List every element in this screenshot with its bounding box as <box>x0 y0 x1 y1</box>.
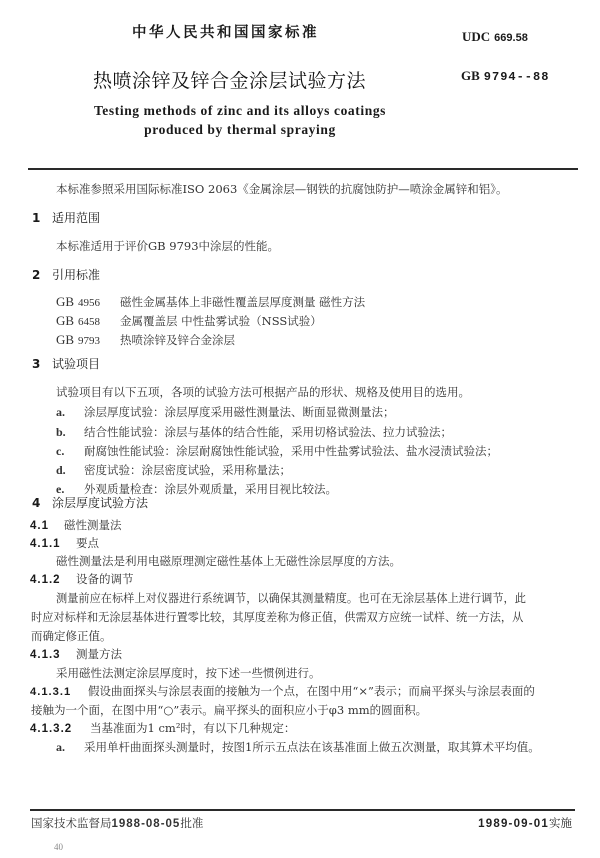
section-number: 1 <box>32 211 41 225</box>
section-number: 4 <box>32 496 41 510</box>
section-title: 引用标准 <box>52 268 101 282</box>
subsection-4-1-1-heading: 4.1.1 要点 <box>30 536 99 550</box>
reference-item: GB 4956 磁性金属基体上非磁性覆盖层厚度测量 磁性方法 <box>56 294 366 309</box>
test-item: b. 结合性能试验：涂层与基体的结合性能，采用切格试验法、拉力试验法； <box>56 425 452 439</box>
udc-code <box>462 29 528 45</box>
subsection-4-1-2-line1: 测量前应在标样上对仪器进行系统调节，以确保其测量精度。也可在无涂层基体上进行调节，此 <box>56 592 526 605</box>
document-title-english-line1: Testing methods of zinc and its alloys coatings <box>93 103 387 118</box>
gb-number: 9794--88 <box>483 70 550 84</box>
preface: 本标准参照采用国际标准ISO 2063《金属涂层—钢铁的抗腐蚀防护—喷涂金属锌和铝》。 <box>56 182 508 196</box>
section-3-heading <box>32 355 100 372</box>
subsection-4-1-heading: 4.1 磁性测量法 <box>30 518 122 532</box>
page-number: 40 <box>54 842 63 852</box>
subsection-4-1-2-line2: 时应对标样和无涂层基体进行置零比较，其厚度差称为修正值，供需双方应统一试样、统一方法，从 <box>31 611 524 624</box>
subsection-4-1-2-heading: 4.1.2 设备的调节 <box>30 572 134 586</box>
subsection-4-1-3-2: 4.1.3.2 当基准面为1 cm²时，有以下几种规定： <box>30 721 296 735</box>
document-title-chinese: 热喷涂锌及锌合金涂层试验方法 <box>93 70 367 92</box>
subsection-4-1-3-1-line1: 4.1.3.1 假设曲面探头与涂层表面的接触为一个点，在图中用“×”表示；而扁平探头与涂层表面的 <box>30 684 535 698</box>
test-item: c. 耐腐蚀性能试验：涂层耐腐蚀性能试验，采用中性盐雾试验法、盐水浸渍试验法； <box>56 444 498 458</box>
section-1-heading <box>32 209 100 226</box>
reference-item: GB 6458 金属覆盖层 中性盐雾试验（NSS试验） <box>56 313 322 328</box>
subsection-4-1-3-text: 采用磁性法测定涂层厚度时，按下述一些惯例进行。 <box>56 666 321 680</box>
subsection-4-1-3-1-line2: 接触为一个面，在图中用“○”表示。扁平探头的面积应小于φ3 mm的圆面积。 <box>31 703 428 717</box>
test-item: e. 外观质量检查：涂层外观质量，采用目视比较法。 <box>56 482 337 496</box>
section-number: 2 <box>32 268 41 282</box>
gb-label: GB <box>461 68 480 83</box>
subsection-4-1-2-line3: 而确定修正值。 <box>31 629 112 643</box>
issuing-authority: 中华人民共和国国家标准 <box>132 25 319 41</box>
udc-label: UDC <box>462 29 491 44</box>
footer-divider <box>30 809 575 811</box>
section-title: 试验项目 <box>52 357 101 371</box>
section-number: 3 <box>32 357 41 371</box>
reference-item: GB 9793 热喷涂锌及锌合金涂层 <box>56 332 235 347</box>
section-2-heading <box>32 266 100 283</box>
document-title-english-line2: produced by thermal spraying <box>144 122 336 137</box>
approval-info: 国家技术监督局1988-08-05批准 <box>31 816 204 830</box>
approval-date: 1988-08-05 <box>111 818 181 830</box>
header-divider <box>28 168 578 170</box>
test-item: d. 密度试验：涂层密度试验，采用称量法； <box>56 463 291 477</box>
standard-number <box>461 68 549 84</box>
test-item: a. 涂层厚度试验：涂层厚度采用磁性测量法、断面显微测量法； <box>56 405 395 419</box>
effective-info: 1989-09-01实施 <box>478 816 572 830</box>
subsection-4-1-3-heading: 4.1.3 测量方法 <box>30 647 122 661</box>
measurement-rule-item: a. 采用单杆曲面探头测量时，按图1所示五点法在该基准面上做五次测量，取其算术平均值。 <box>56 740 540 754</box>
effective-date: 1989-09-01 <box>478 818 549 830</box>
section-title: 涂层厚度试验方法 <box>52 496 149 510</box>
section-1-text: 本标准适用于评价GB 9793中涂层的性能。 <box>56 239 280 253</box>
section-3-intro: 试验项目有以下五项，各项的试验方法可根据产品的形状、规格及使用目的选用。 <box>56 385 470 399</box>
udc-number: 669.58 <box>494 32 528 44</box>
subsection-4-1-1-text: 磁性测量法是利用电磁原理测定磁性基体上无磁性涂层厚度的方法。 <box>56 554 401 568</box>
section-4-heading <box>32 494 148 511</box>
section-title: 适用范围 <box>52 211 101 225</box>
